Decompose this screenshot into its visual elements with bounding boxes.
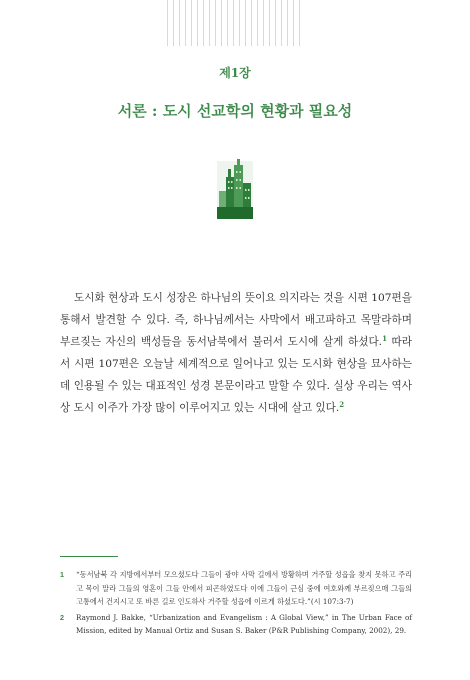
footnote-divider [60, 556, 118, 557]
body-text [60, 287, 412, 419]
footnote-text: “동서남북 각 지방에서부터 모으셨도다 그들이 광야 사막 길에서 방황하며 거주할 성읍을 찾지 못하고 주리고 목이 말라 그들의 영혼이 그들 안에서 피곤하였도다 이에 그들이 근심 중에 여호와께 부르짖으매 그들의 고통에서 건지시고 또 바른 길로 인도하사 거주할 성읍에 이르게 하셨도다.”(시 107:3-7) [76, 570, 412, 606]
footnote-item [60, 611, 412, 638]
footnote-number: 1 [60, 570, 64, 579]
paragraph-part-1: 도시화 현상과 도시 성장은 하나님의 뜻이요 의지라는 것을 시편 107편을 통해서 발견할 수 있다. 즉, 하나님께서는 사막에서 배고파하고 목말라하며 부르짖는 자신의 백성들을 동서남북에서 불러서 도시에 살게 하셨다. [60, 292, 412, 348]
decorative-top-lines [167, 0, 303, 46]
city-skyline-icon [217, 157, 253, 219]
footnote-item [60, 568, 412, 609]
footnote-ref-1[interactable]: 1 [382, 334, 387, 343]
footnotes [60, 568, 412, 640]
footnote-number: 2 [60, 612, 64, 622]
chapter-title: 서론 : 도시 선교학의 현황과 필요성 [117, 102, 353, 120]
body-paragraph [60, 287, 412, 419]
paragraph-part-2: 따라서 시편 107편은 오늘날 세계적으로 일어나고 있는 도시화 현상을 묘사하는 데 인용될 수 있는 대표적인 성경 본문이라고 말할 수 있다. 실상 우리는 역사상 도시 이주가 가장 많이 이루어지고 있는 시대에 살고 있다. [60, 336, 412, 414]
footnote-ref-2[interactable]: 2 [339, 400, 345, 409]
chapter-label: 제1장 [219, 66, 251, 80]
footnote-text: Raymond J. Bakke, “Urbanization and Evangelism : A Global View,” in The Urban Face of Mission, edited by Manual Ortiz and Susan S. Baker (P&R Publishing Company, 2002), 29. [76, 612, 412, 635]
